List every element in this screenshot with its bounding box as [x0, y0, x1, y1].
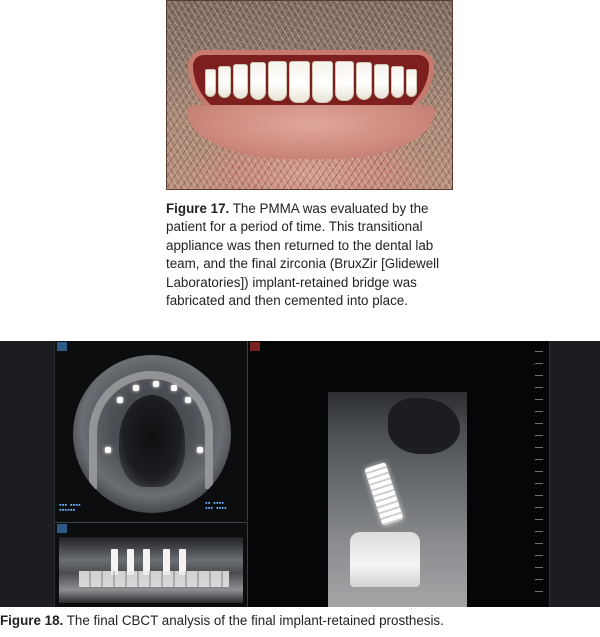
cbct-screenshot [0, 341, 600, 607]
figure-17-label: Figure 17. [166, 201, 230, 216]
implant [364, 462, 403, 526]
figure-17-caption [166, 200, 453, 310]
figure-17-text: The PMMA was evaluated by the patient for a period of time. This transitional appliance was then returned to the dental lab team, and the final zirconia (BruxZir [Glidewell Laboratories]) implant-retained bridge was fabricated and then cemented into place. [166, 201, 440, 309]
figure-18-caption [0, 612, 600, 630]
zirconia-bridge-teeth [205, 61, 417, 103]
cross-section-image [328, 392, 467, 607]
panoramic-view-panel [55, 522, 248, 607]
cross-panel-tab [250, 342, 260, 351]
smile-photo [166, 0, 453, 190]
axial-info-text-right: ▪▪ ▪▪▪▪ ▪▪▪ ▪▪▪▪ [205, 501, 227, 511]
axial-view-panel [55, 341, 248, 521]
measurement-ruler [535, 351, 543, 597]
cross-section-view-panel: - [248, 341, 549, 607]
palate [119, 395, 185, 487]
figure-18-text: The final CBCT analysis of the final implant-retained prosthesis. [66, 613, 444, 628]
crown [350, 532, 420, 587]
axial-info-text: ▪▪▪ ▪▪▪▪ ▪▪▪▪▪▪ [59, 503, 81, 513]
figure-18-label: Figure 18. [0, 613, 64, 628]
pano-panel-tab [57, 524, 67, 533]
axial-panel-tab [57, 342, 67, 351]
axial-slice-image [73, 355, 231, 513]
sinus [388, 398, 460, 454]
panoramic-image [59, 537, 243, 603]
cbct-viewer [54, 341, 550, 607]
